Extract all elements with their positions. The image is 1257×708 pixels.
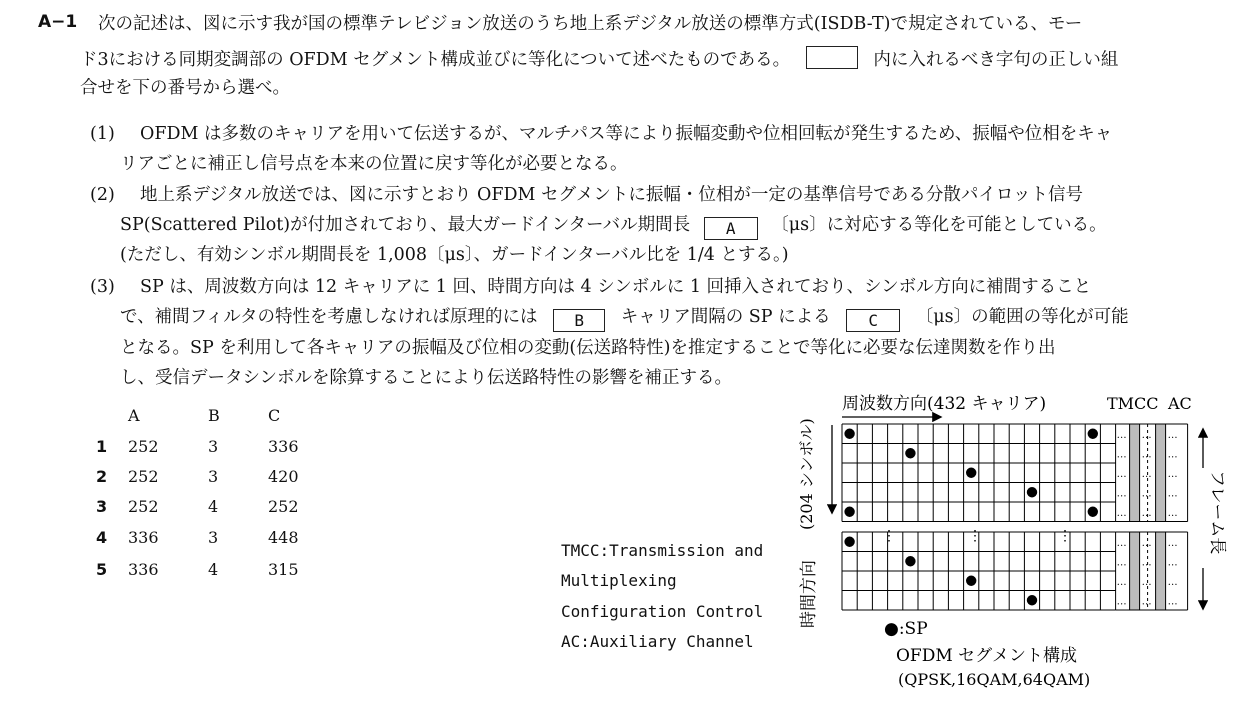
continuation-dots: … xyxy=(1116,469,1127,480)
segment-grid-top xyxy=(842,424,1188,522)
ac-band xyxy=(1156,424,1166,522)
continuation-dots: … xyxy=(1167,488,1178,500)
question-number: A−1 xyxy=(38,12,78,32)
answer-cell-a: 252 xyxy=(128,467,159,486)
continuation-dots: … xyxy=(1116,538,1127,549)
tmcc-band xyxy=(1130,532,1140,610)
sp-dot xyxy=(1088,507,1098,517)
tmcc-band xyxy=(1130,424,1140,522)
question-intro-line-2 xyxy=(80,46,1118,72)
sp-dot xyxy=(1027,595,1037,605)
item-2-line-2 xyxy=(120,213,1107,240)
answer-header-a: A xyxy=(128,406,140,425)
continuation-dots: … xyxy=(1167,577,1178,588)
blank-box-b: B xyxy=(553,309,605,332)
answer-cell-c: 448 xyxy=(268,528,299,547)
answer-row-number: 1 xyxy=(96,437,108,456)
answer-cell-a: 252 xyxy=(128,437,159,456)
item-3-line-2 xyxy=(120,305,1129,332)
continuation-dots: … xyxy=(1141,469,1152,480)
item-1-number: (1) xyxy=(90,124,115,144)
item-1-line-1: OFDM は多数のキャリアを用いて伝送するが、マルチパス等により振幅変動や位相回転が発生するため、振幅や位相をキャ xyxy=(140,124,1113,144)
answer-cell-c: 315 xyxy=(268,560,299,579)
sp-dot xyxy=(1088,429,1098,439)
answer-row-number: 4 xyxy=(96,528,108,547)
item-3-text-a: で、補間フィルタの特性を考慮しなければ原理的には xyxy=(120,307,538,327)
frequency-direction-label: 周波数方向(432 キャリア) xyxy=(842,394,1047,414)
continuation-dots: … xyxy=(1116,557,1127,569)
continuation-dots: … xyxy=(1141,508,1152,519)
continuation-dots: … xyxy=(1167,508,1178,519)
continuation-dots: … xyxy=(1116,508,1127,519)
answer-header-b: B xyxy=(208,406,220,425)
answer-cell-a: 336 xyxy=(128,560,159,579)
ofdm-segment-diagram xyxy=(790,385,1230,695)
item-2-text-a: SP(Scattered Pilot)が付加されており、最大ガードインターバル期間長 xyxy=(120,215,691,235)
item-2-text-b: 〔μs〕に対応する等化を可能としている。 xyxy=(771,215,1107,235)
item-2-number: (2) xyxy=(90,185,115,205)
continuation-dots: … xyxy=(1141,538,1152,549)
continuation-dots: … xyxy=(1141,430,1152,441)
figure-caption-modulation: (QPSK,16QAM,64QAM) xyxy=(898,670,1091,689)
ellipsis-left: ⋮ xyxy=(882,528,896,544)
item-2-line-3: (ただし、有効シンボル期間長を 1,008〔μs〕、ガードインターバル比を 1/4 とする。) xyxy=(120,245,789,265)
item-3-number: (3) xyxy=(90,277,115,297)
item-1-line-2: リアごとに補正し信号点を本来の位置に戻す等化が必要となる。 xyxy=(120,154,628,174)
continuation-dots: … xyxy=(1167,557,1178,569)
continuation-dots: … xyxy=(1116,449,1127,461)
item-3-line-1: SP は、周波数方向は 12 キャリアに 1 回、時間方向は 4 シンボルに 1 回挿入されており、シンボル方向に補間すること xyxy=(140,277,1092,297)
blank-box-c: C xyxy=(846,309,900,332)
answer-cell-b: 3 xyxy=(208,467,219,486)
continuation-dots: … xyxy=(1167,430,1178,441)
answer-cell-c: 420 xyxy=(268,467,299,486)
answer-cell-a: 252 xyxy=(128,497,159,516)
sp-dot xyxy=(844,537,854,547)
legend-tmcc-line-3: Configuration Control xyxy=(561,602,764,621)
answer-row-number: 5 xyxy=(96,560,108,579)
sp-legend: ●:SP xyxy=(884,619,928,639)
continuation-dots: … xyxy=(1141,488,1152,500)
continuation-dots: … xyxy=(1141,596,1152,608)
continuation-dots: … xyxy=(1141,449,1152,461)
intro-text-a: ド3における同期変調部の OFDM セグメント構成並びに等化について述べたものである。 xyxy=(80,50,791,70)
answer-cell-a: 336 xyxy=(128,528,159,547)
item-3-line-4: し、受信データシンボルを除算することにより伝送路特性の影響を補正する。 xyxy=(120,368,733,388)
answer-cell-c: 336 xyxy=(268,437,299,456)
answer-row-number: 2 xyxy=(96,467,108,486)
item-3-text-c: 〔μs〕の範囲の等化が可能 xyxy=(915,307,1129,327)
answer-cell-b: 3 xyxy=(208,437,219,456)
question-intro-line-3: 合せを下の番号から選べ。 xyxy=(80,78,290,98)
symbols-label: (204 シンボル) xyxy=(797,418,816,530)
ellipsis-mid: ⋮ xyxy=(968,528,982,544)
continuation-dots: … xyxy=(1167,538,1178,549)
continuation-dots: … xyxy=(1116,430,1127,441)
sp-dot xyxy=(844,429,854,439)
item-2-line-1: 地上系デジタル放送では、図に示すとおり OFDM セグメントに振幅・位相が一定の基準信号である分散パイロット信号 xyxy=(140,185,1083,205)
legend-tmcc-line-2: Multiplexing xyxy=(561,571,677,590)
legend-tmcc-line-1: TMCC:Transmission and xyxy=(561,541,764,560)
frame-length-label: フレーム長 xyxy=(1207,470,1227,555)
ac-band xyxy=(1156,532,1166,610)
blank-box xyxy=(806,46,858,69)
tmcc-label: TMCC xyxy=(1107,394,1159,413)
sp-dot xyxy=(1027,487,1037,497)
question-intro-line-1: 次の記述は、図に示す我が国の標準テレビジョン放送のうち地上系デジタル放送の標準方式(ISDB-T)で規定されている、モー xyxy=(98,14,1083,34)
answer-cell-b: 4 xyxy=(208,560,219,579)
answer-cell-b: 3 xyxy=(208,528,219,547)
continuation-dots: … xyxy=(1167,596,1178,608)
sp-dot xyxy=(844,507,854,517)
intro-text-b: 内に入れるべき字句の正しい組 xyxy=(873,50,1119,70)
continuation-dots: … xyxy=(1141,577,1152,588)
continuation-dots: … xyxy=(1116,577,1127,588)
item-3-text-b: キャリア間隔の SP による xyxy=(620,307,831,327)
item-3-line-3: となる。SP を利用して各キャリアの振幅及び位相の変動(伝送路特性)を推定することで等化に必要な伝達関数を作り出 xyxy=(120,338,1056,358)
answer-cell-b: 4 xyxy=(208,497,219,516)
continuation-dots: … xyxy=(1167,469,1178,480)
sp-dot xyxy=(966,468,976,478)
continuation-dots: … xyxy=(1116,596,1127,608)
ac-label: AC xyxy=(1168,394,1192,413)
time-direction-label: 時間方向 xyxy=(799,560,819,628)
answer-row-number: 3 xyxy=(96,497,108,516)
ellipsis-right: ⋮ xyxy=(1058,528,1072,544)
sp-dot xyxy=(905,448,915,458)
answer-header-c: C xyxy=(268,406,281,425)
blank-box-a: A xyxy=(704,217,758,240)
sp-dot xyxy=(966,576,976,586)
continuation-dots: … xyxy=(1167,449,1178,461)
continuation-dots: … xyxy=(1116,488,1127,500)
answer-cell-c: 252 xyxy=(268,497,299,516)
legend-ac-line: AC:Auxiliary Channel xyxy=(561,632,754,651)
figure-caption: OFDM セグメント構成 xyxy=(896,646,1078,666)
sp-dot xyxy=(905,556,915,566)
continuation-dots: … xyxy=(1141,557,1152,569)
